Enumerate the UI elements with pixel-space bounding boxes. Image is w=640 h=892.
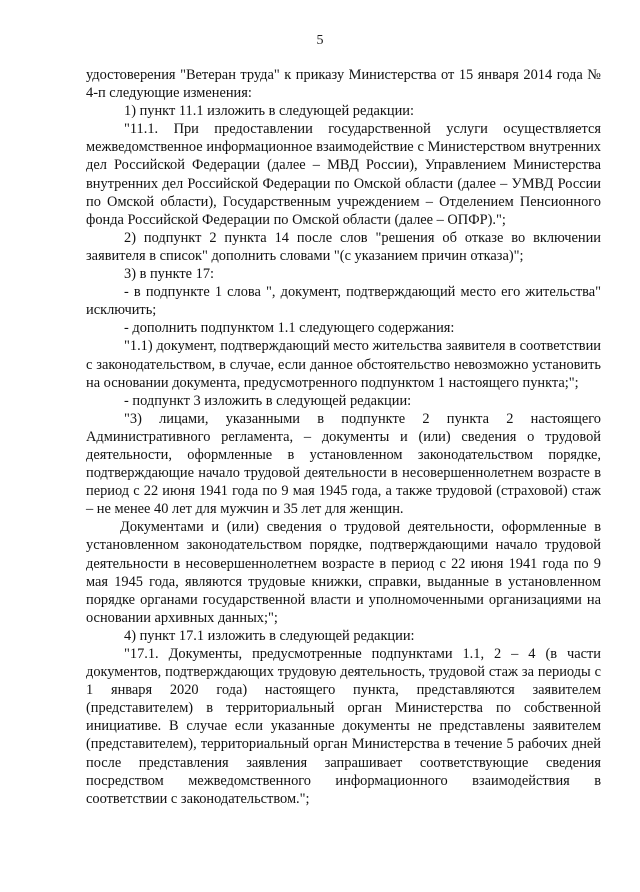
paragraph: 4) пункт 17.1 изложить в следующей редакции: xyxy=(124,627,415,644)
paragraph: 2) подпункт 2 пункта 14 после слов "решения об отказе во включении заявителя в список" дополнить словами "(с указанием причин отказа)"; xyxy=(86,229,601,264)
paragraph: 1) пункт 11.1 изложить в следующей редакции: xyxy=(124,103,415,120)
paragraph: Документами и (или) сведения о трудовой деятельности, оформленные в установленном законодательством порядке, подтверждающими начало трудовой деятельности в несовершеннолетнем возрасте в период с 22 июня 1941 года по 9 мая 1945 года, являются трудовые книжки, справки, выданные в установленном порядке органами государственной власти и уполномоченными организациями на основании архивных данных;"; xyxy=(86,519,601,626)
paragraph: удостоверения "Ветеран труда" к приказу Министерства от 15 января 2014 года № 4-п следующие изменения: xyxy=(86,67,601,102)
paragraph: 3) в пункте 17: xyxy=(124,266,215,283)
paragraph: "11.1. При предоставлении государственной услуги осуществляется межведомственное информационное взаимодействие с Министерством внутренних дел Российской Федерации (далее – МВД России), Управлением Министерства внутренних дел Российской Федерации по Омской области (далее – УМВД России по Омской области), Государственным учреждением – Отделением Пенсионного фонда Российской Федерации по Омской области (далее – ОПФР)."; xyxy=(86,121,601,228)
document-body xyxy=(86,66,601,808)
paragraph: - подпункт 3 изложить в следующей редакции: xyxy=(124,392,412,409)
paragraph: "17.1. Документы, предусмотренные подпунктами 1.1, 2 – 4 (в части документов, подтверждающих трудовую деятельность, трудовой стаж за периоды с 1 января 2020 года) настоящего пункта, представляются заявителем (представителем) в территориальный орган Министерства по собственной инициативе. В случае если указанные документы не представлены заявителем (представителем), территориальный орган Министерства в течение 5 рабочих дней после представления заявления запрашивает соответствующие сведения посредством межведомственного информационного взаимодействия в соответствии с законодательством."; xyxy=(86,646,601,807)
paragraph: "1.1) документ, подтверждающий место жительства заявителя в соответствии с законодательством, в случае, если данное обстоятельство невозможно установить на основании документа, предусмотренного подпунктом 1 настоящего пункта;"; xyxy=(86,338,601,391)
paragraph: "3) лицами, указанными в подпункте 2 пункта 2 настоящего Административного регламента, – документы и (или) сведения о трудовой деятельности, оформленные в установленном законодательством порядке, подтверждающие начало трудовой деятельности в несовершеннолетнем возрасте в период с 22 июня 1941 года по 9 мая 1945 года, а также трудовой (страховой) стаж – не менее 40 лет для мужчин и 35 лет для женщин. xyxy=(86,410,601,518)
paragraph: - в подпункте 1 слова ", документ, подтверждающий место его жительства" исключить; xyxy=(86,284,601,319)
page-number: 5 xyxy=(316,33,324,48)
paragraph: - дополнить подпунктом 1.1 следующего содержания: xyxy=(124,320,455,337)
